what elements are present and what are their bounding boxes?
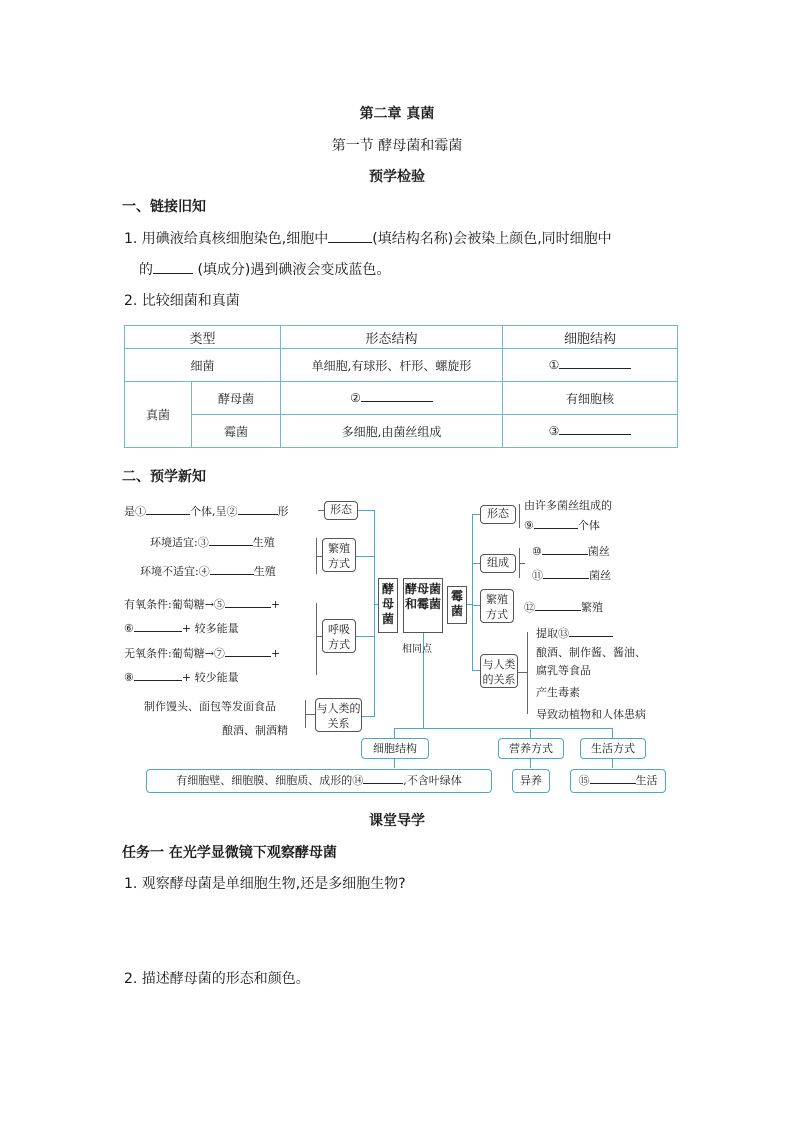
section-title: 第一节 酵母菌和霉菌	[331, 138, 463, 154]
blank-1[interactable]	[559, 358, 631, 369]
blank-map-4[interactable]	[210, 564, 254, 575]
label-6: ⑥	[124, 622, 134, 635]
part2-heading: 二、预学新知	[122, 469, 206, 485]
left-resp-3	[124, 645, 280, 661]
question-1-line1	[124, 228, 612, 248]
label-more-energy: + 较多能量	[181, 622, 239, 635]
blank-map-8[interactable]	[134, 670, 182, 681]
branch-comp-right: 组成	[480, 554, 516, 573]
right-comp-1	[532, 543, 610, 559]
label-hypha-2: 菌丝	[589, 569, 611, 582]
left-rel-1: 制作馒头、面包等发面食品	[144, 700, 276, 713]
branch-repro-right: 繁殖方式	[480, 589, 514, 623]
blank-3-label: ③	[548, 424, 560, 438]
left-rel-2: 酿酒、制酒精	[222, 724, 288, 737]
table-row	[125, 415, 678, 448]
right-form-1: 由许多菌丝组成的	[524, 499, 612, 512]
label-individual: 个体	[577, 519, 600, 532]
cell-bacteria: 细菌	[125, 349, 281, 382]
task1-question-1: 1. 观察酵母菌是单细胞生物,还是多细胞生物?	[124, 876, 406, 892]
q1-blank-component[interactable]	[153, 261, 193, 274]
label-2: 个体,呈②	[190, 505, 238, 518]
question-2: 2. 比较细菌和真菌	[124, 293, 240, 309]
label-less-energy: + 较少能量	[181, 671, 239, 684]
label-14: 有细胞壁、细胞膜、细胞质、成形的⑭	[176, 774, 364, 787]
right-rel-3: 腐乳等食品	[536, 664, 591, 677]
label-11: ⑪	[532, 569, 543, 582]
label-reproduce: 繁殖	[581, 601, 603, 614]
comparison-table	[124, 325, 678, 448]
label-4: 环境不适宜:④	[140, 565, 210, 578]
blank-2-label: ②	[350, 391, 361, 405]
left-resp-4	[124, 669, 239, 685]
label-5: 有氧条件:葡萄糖→⑤	[124, 598, 225, 611]
left-form-text	[124, 503, 289, 519]
cell-fungi: 真菌	[125, 382, 192, 448]
cell-mold: 霉菌	[192, 415, 281, 448]
table-header-row	[125, 326, 678, 349]
cell-yeast-form	[281, 382, 503, 415]
node-center: 酵母菌和霉菌	[403, 578, 443, 633]
label-shape: 形	[277, 505, 289, 518]
branch-form-right: 形态	[480, 505, 516, 524]
blank-map-2[interactable]	[238, 504, 278, 515]
label-9: ⑨	[524, 519, 534, 532]
q1-line2-prefix: 的	[139, 262, 153, 278]
cell-yeast: 酵母菌	[192, 382, 281, 415]
cell-bacteria-cell	[503, 349, 678, 382]
header-type: 类型	[125, 326, 281, 349]
q1-line2-suffix: (填成分)遇到碘液会变成蓝色。	[193, 262, 391, 278]
right-rel-1	[536, 625, 613, 641]
right-comp-2	[532, 567, 611, 583]
branch-form-left: 形态	[324, 501, 358, 520]
preview-heading: 预学检验	[369, 169, 425, 185]
cell-mold-form: 多细胞,由菌丝组成	[281, 415, 503, 448]
label-8: ⑧	[124, 671, 134, 684]
label-7: 无氧条件:葡萄糖→⑦	[124, 647, 225, 660]
table-row	[125, 382, 678, 415]
cell-yeast-cell: 有细胞核	[503, 382, 678, 415]
bottom-lifestyle-detail	[570, 769, 666, 793]
cell-bacteria-form: 单细胞,有球形、杆形、螺旋形	[281, 349, 503, 382]
class-heading: 课堂导学	[369, 813, 425, 829]
label-10: ⑩	[532, 545, 542, 558]
header-cell: 细胞结构	[503, 326, 678, 349]
right-rel-2: 酿酒、制作酱、酱油、	[536, 646, 646, 659]
task1-question-2: 2. 描述酵母菌的形态和颜色。	[124, 971, 310, 987]
right-repro-1	[524, 599, 603, 615]
branch-resp-left: 呼吸方式	[322, 619, 356, 653]
table-row	[125, 349, 678, 382]
right-rel-4: 产生毒素	[536, 686, 580, 699]
label-plus-1: +	[270, 598, 281, 611]
header-form: 形态结构	[281, 326, 503, 349]
right-rel-5: 导致动植物和人体患病	[536, 708, 646, 721]
blank-map-6[interactable]	[134, 621, 182, 632]
node-mold: 霉菌	[447, 586, 467, 624]
blank-map-11[interactable]	[543, 568, 589, 579]
label-13: 提取⑬	[536, 627, 569, 640]
blank-map-3[interactable]	[209, 535, 253, 546]
blank-1-label: ①	[548, 358, 560, 372]
bottom-cell-structure: 细胞结构	[361, 738, 429, 759]
blank-map-15[interactable]	[590, 773, 636, 784]
label-repro-1: 生殖	[252, 536, 275, 549]
bottom-cell-detail	[146, 769, 492, 793]
q1-blank-structure[interactable]	[328, 230, 372, 243]
left-repro-2	[140, 563, 276, 579]
label-hypha-1: 菌丝	[587, 545, 610, 558]
blank-map-13[interactable]	[569, 626, 613, 637]
blank-3[interactable]	[559, 424, 631, 435]
blank-map-10[interactable]	[542, 544, 588, 555]
bottom-nutrition-detail: 异养	[512, 769, 550, 793]
blank-map-1[interactable]	[146, 504, 190, 515]
chapter-title: 第二章 真菌	[359, 106, 435, 122]
blank-map-9[interactable]	[534, 518, 578, 529]
right-form-2	[524, 517, 600, 533]
common-label: 相同点	[402, 644, 432, 655]
node-yeast: 酵母菌	[378, 578, 398, 633]
bottom-nutrition: 营养方式	[498, 738, 564, 759]
label-3: 环境适宜:③	[150, 536, 209, 549]
branch-repro-left: 繁殖方式	[322, 538, 356, 572]
task1-heading: 任务一 在光学显微镜下观察酵母菌	[122, 845, 337, 861]
branch-rel-left: 与人类的关系	[315, 698, 362, 732]
left-resp-1	[124, 596, 280, 612]
q1-prefix: 1. 用碘液给真核细胞染色,细胞中	[124, 231, 329, 247]
label-live: 生活	[635, 774, 658, 787]
label-plus-2: +	[270, 647, 281, 660]
part1-heading: 一、链接旧知	[122, 199, 206, 215]
label-1: 是①	[124, 505, 146, 518]
blank-map-12[interactable]	[535, 600, 581, 611]
blank-map-14[interactable]	[363, 773, 403, 784]
label-15: ⑮	[578, 774, 590, 787]
blank-2[interactable]	[361, 391, 433, 402]
bottom-lifestyle: 生活方式	[580, 738, 646, 759]
label-12: ⑫	[524, 601, 535, 614]
q1-mid: (填结构名称)会被染上颜色,同时细胞中	[372, 231, 612, 247]
question-1-line2	[139, 259, 390, 279]
branch-rel-right: 与人类的关系	[480, 654, 518, 688]
blank-map-5[interactable]	[225, 597, 271, 608]
cell-mold-cell	[503, 415, 678, 448]
blank-map-7[interactable]	[225, 646, 271, 657]
label-no-chloroplast: ,不含叶绿体	[403, 774, 462, 787]
left-resp-2	[124, 620, 239, 636]
label-repro-2: 生殖	[253, 565, 276, 578]
left-repro-1	[150, 534, 275, 550]
